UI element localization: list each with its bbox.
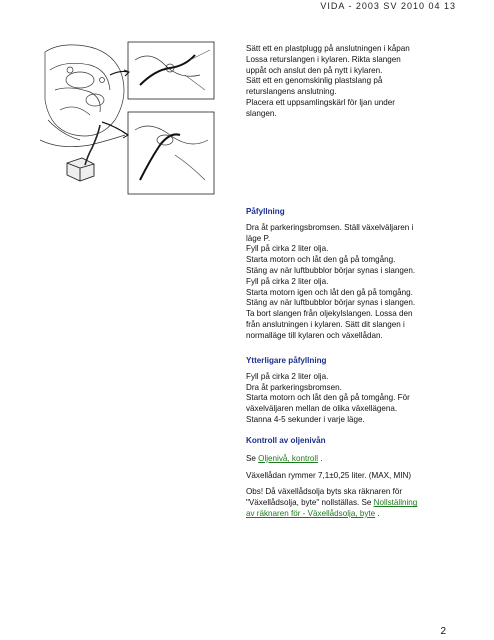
additional-section: [246, 356, 461, 426]
page-number: 2: [440, 626, 446, 637]
reset-counter-link-continued[interactable]: av räknaren för - Växellådsolja, byte: [246, 508, 376, 518]
see-reference: Se Oljenivå, kontroll .: [246, 453, 323, 463]
refill-line: Fyll på cirka 2 liter olja.: [246, 276, 329, 286]
additional-line: växelväljaren mellan de olika växellägena.: [246, 404, 398, 414]
intro-line: uppåt och anslut den på nytt i kylaren.: [246, 65, 383, 75]
additional-heading: Ytterligare påfyllning: [246, 356, 327, 365]
engine-illustration-icon: [40, 45, 125, 147]
oil-pump-container-icon: [67, 125, 100, 181]
oil-level-check-link[interactable]: Oljenivå, kontroll: [258, 453, 318, 463]
page-header: VIDA - 2003 SV 2010 04 13: [320, 1, 456, 11]
refill-section: [246, 207, 461, 342]
intro-line: Sätt ett en plastplugg på anslutningen i kåpan: [246, 44, 410, 53]
intro-line: Placera ett uppsamlingskärl för ljan under: [246, 97, 395, 107]
refill-line: från anslutningen i kylaren. Sätt dit slangen i: [246, 319, 405, 329]
intro-line: Sätt ett en genomskinlig plastslang på: [246, 76, 383, 86]
engine-illustration: [40, 40, 215, 196]
refill-line: Dra åt parkeringsbromsen. Ställ växelväljaren i: [246, 222, 414, 232]
reset-counter-link[interactable]: Nollställning: [373, 498, 418, 508]
note-line: av räknaren för - Växellådsolja, byte .: [246, 508, 380, 518]
hose-connection-detail-icon: [102, 42, 214, 194]
check-section: [246, 436, 461, 520]
refill-line: Ta bort slangen från oljekylslangen. Lossa den: [246, 309, 413, 319]
refill-heading: Påfyllning: [246, 207, 285, 216]
additional-line: Starta motorn och låt den gå på tomgång. För: [246, 393, 410, 403]
refill-line: Stäng av när luftbubblor börjar synas i slangen.: [246, 265, 416, 275]
capacity-text: Växellådan rymmer 7,1±0,25 liter. (MAX, MIN): [246, 470, 412, 480]
additional-line: Dra åt parkeringsbromsen.: [246, 382, 342, 392]
refill-line: läge P.: [246, 233, 271, 243]
refill-line: Starta motorn och låt den gå på tomgång.: [246, 255, 396, 265]
intro-line: returslangens anslutning.: [246, 87, 337, 97]
refill-line: Stäng av när luftbubblor börjar synas i slangen.: [246, 298, 416, 308]
intro-line: Lossa returslangen i kylaren. Rikta slangen: [246, 54, 401, 64]
refill-line: Fyll på cirka 2 liter olja.: [246, 244, 329, 254]
additional-line: Fyll på cirka 2 liter olja.: [246, 371, 329, 381]
note-line: "Växellådsolja, byte" nollställas. Se Nollställning: [246, 498, 418, 508]
refill-line: normalläge till kylaren och växellådan.: [246, 330, 383, 340]
check-heading: Kontroll av oljenivån: [246, 436, 326, 445]
refill-line: Starta motorn igen och låt den gå på tomgång.: [246, 287, 413, 297]
note-line: Obs! Då växellådsolja byts ska räknaren för: [246, 487, 403, 497]
intro-text: [246, 44, 461, 120]
additional-line: Stanna 4-5 sekunder i varje läge.: [246, 414, 365, 424]
intro-line: slangen.: [246, 108, 277, 118]
